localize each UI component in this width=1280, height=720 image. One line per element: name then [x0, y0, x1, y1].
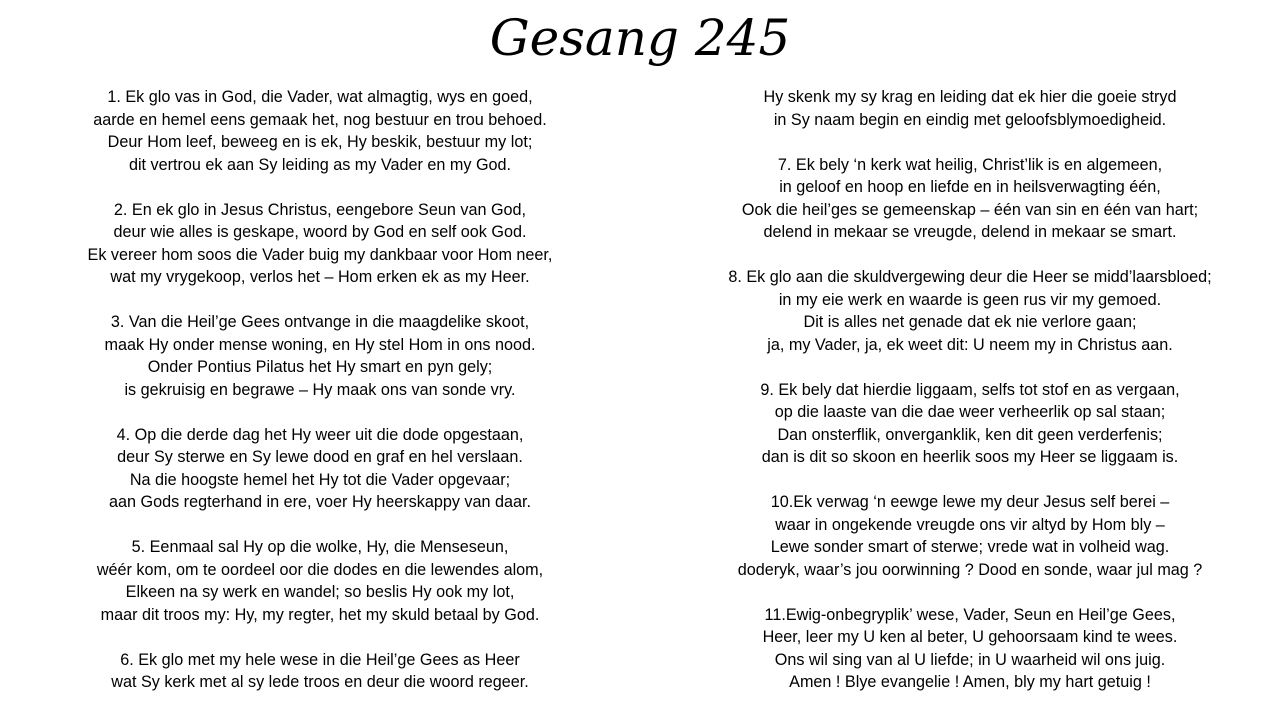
stanza-line: Heer, leer my U ken al beter, U gehoorsaam kind te wees.	[762, 628, 1178, 646]
stanza-line: Na die hoogste hemel het Hy tot die Vader opgevaar;	[129, 470, 511, 489]
stanza	[650, 266, 1280, 356]
stanza-line: aan Gods regterhand in ere, voer Hy heerskappy van daar.	[108, 493, 532, 511]
stanza	[0, 311, 640, 401]
stanza	[650, 154, 1280, 244]
stanza-line: Dit is alles net genade dat ek nie verlore gaan;	[803, 313, 1137, 331]
stanza-line: deur Sy sterwe en Sy lewe dood en graf en hel verslaan.	[117, 448, 523, 466]
stanza-line: ja, my Vader, ja, ek weet dit: U neem my in Christus aan.	[767, 335, 1173, 354]
stanza-line: wat Sy kerk met al sy lede troos en deur die woord regeer.	[111, 673, 529, 691]
right-column	[650, 86, 1280, 716]
stanza	[650, 379, 1280, 469]
stanza-line: op die laaste van die dae weer verheerlik op sal staan;	[774, 403, 1166, 421]
stanza-line: Lewe sonder smart of sterwe; vrede wat in volheid wag.	[770, 538, 1170, 556]
stanza	[0, 424, 640, 514]
stanza-line: in geloof en hoop en liefde en in heilsverwagting één,	[779, 178, 1161, 196]
stanza-line: maar dit troos my: Hy, my regter, het my skuld betaal by God.	[100, 605, 540, 624]
stanza-line: 2. En ek glo in Jesus Christus, eengebore Seun van God,	[113, 200, 527, 219]
stanza	[0, 199, 640, 289]
stanza-line: 7. Ek bely ‘n kerk wat heilig, Christ’lik is en algemeen,	[777, 155, 1163, 174]
page-title: Gesang 245	[489, 9, 791, 67]
stanza-line: 9. Ek bely dat hierdie liggaam, selfs tot stof en as vergaan,	[760, 380, 1180, 399]
stanza-line: waar in ongekende vreugde ons vir altyd by Hom bly –	[775, 515, 1165, 534]
stanza-line: Onder Pontius Pilatus het Hy smart en pyn gely;	[147, 358, 493, 376]
stanza	[650, 604, 1280, 694]
stanza-line: 11.Ewig-onbegryplik’ wese, Vader, Seun en Heil’ge Gees,	[764, 605, 1176, 624]
stanza-line: in my eie werk en waarde is geen rus vir my gemoed.	[778, 290, 1162, 309]
stanza	[0, 536, 640, 626]
stanza	[0, 86, 640, 176]
stanza-line: aarde en hemel eens gemaak het, nog bestuur en trou behoed.	[93, 110, 547, 129]
stanza-line: 3. Van die Heil’ge Gees ontvange in die maagdelike skoot,	[110, 313, 530, 331]
stanza-line: wat my vrygekoop, verlos het – Hom erken ek as my Heer.	[110, 268, 530, 286]
stanza-line: Deur Hom leef, beweeg en is ek, Hy beskik, bestuur my lot;	[107, 133, 533, 151]
stanza-line: maak Hy onder mense woning, en Hy stel Hom in ons nood.	[104, 335, 536, 354]
stanza-line: Hy skenk my sy krag en leiding dat ek hier die goeie stryd	[763, 88, 1177, 106]
left-column	[0, 86, 640, 716]
stanza-line: delend in mekaar se vreugde, delend in mekaar se smart.	[763, 223, 1177, 241]
stanza-line: 6. Ek glo met my hele wese in die Heil’ge Gees as Heer	[120, 650, 520, 669]
stanza-line: Elkeen na sy werk en wandel; so beslis Hy ook my lot,	[125, 583, 515, 601]
stanza	[650, 86, 1280, 131]
stanza-line: wéér kom, om te oordeel oor die dodes en die lewendes alom,	[96, 560, 544, 579]
stanza	[650, 491, 1280, 581]
stanza-line: 8. Ek glo aan die skuldvergewing deur die Heer se midd’laarsbloed;	[728, 268, 1212, 286]
stanza-line: Ons wil sing van al U liefde; in U waarheid wil ons juig.	[774, 650, 1166, 669]
stanza-line: 1. Ek glo vas in God, die Vader, wat almagtig, wys en goed,	[107, 88, 533, 106]
stanza-line: Ek vereer hom soos die Vader buig my dankbaar voor Hom neer,	[87, 245, 553, 264]
stanza-line: 10.Ek verwag ‘n eewge lewe my deur Jesus self berei –	[770, 493, 1170, 511]
stanza-line: 5. Eenmaal sal Hy op die wolke, Hy, die Menseseun,	[131, 538, 509, 556]
stanza-line: Ook die heil’ges se gemeenskap – één van sin en één van hart;	[741, 200, 1199, 219]
stanza-line: doderyk, waar’s jou oorwinning ? Dood en sonde, waar jul mag ?	[737, 560, 1203, 579]
stanza-line: is gekruisig en begrawe – Hy maak ons van sonde vry.	[124, 380, 516, 399]
stanza-line: Amen ! Blye evangelie ! Amen, bly my hart getuig !	[789, 673, 1151, 691]
stanza-line: in Sy naam begin en eindig met geloofsblymoedigheid.	[773, 110, 1167, 129]
stanza-line: dan is dit so skoon en heerlik soos my Heer se liggaam is.	[761, 448, 1179, 466]
stanza-line: 4. Op die derde dag het Hy weer uit die dode opgestaan,	[116, 425, 524, 444]
stanza-line: deur wie alles is geskape, woord by God en self ook God.	[113, 223, 527, 241]
stanza-line: dit vertrou ek aan Sy leiding as my Vader en my God.	[128, 155, 512, 174]
stanza-line: Dan onsterflik, onverganklik, ken dit geen verderfenis;	[777, 425, 1163, 444]
stanza	[0, 649, 640, 694]
